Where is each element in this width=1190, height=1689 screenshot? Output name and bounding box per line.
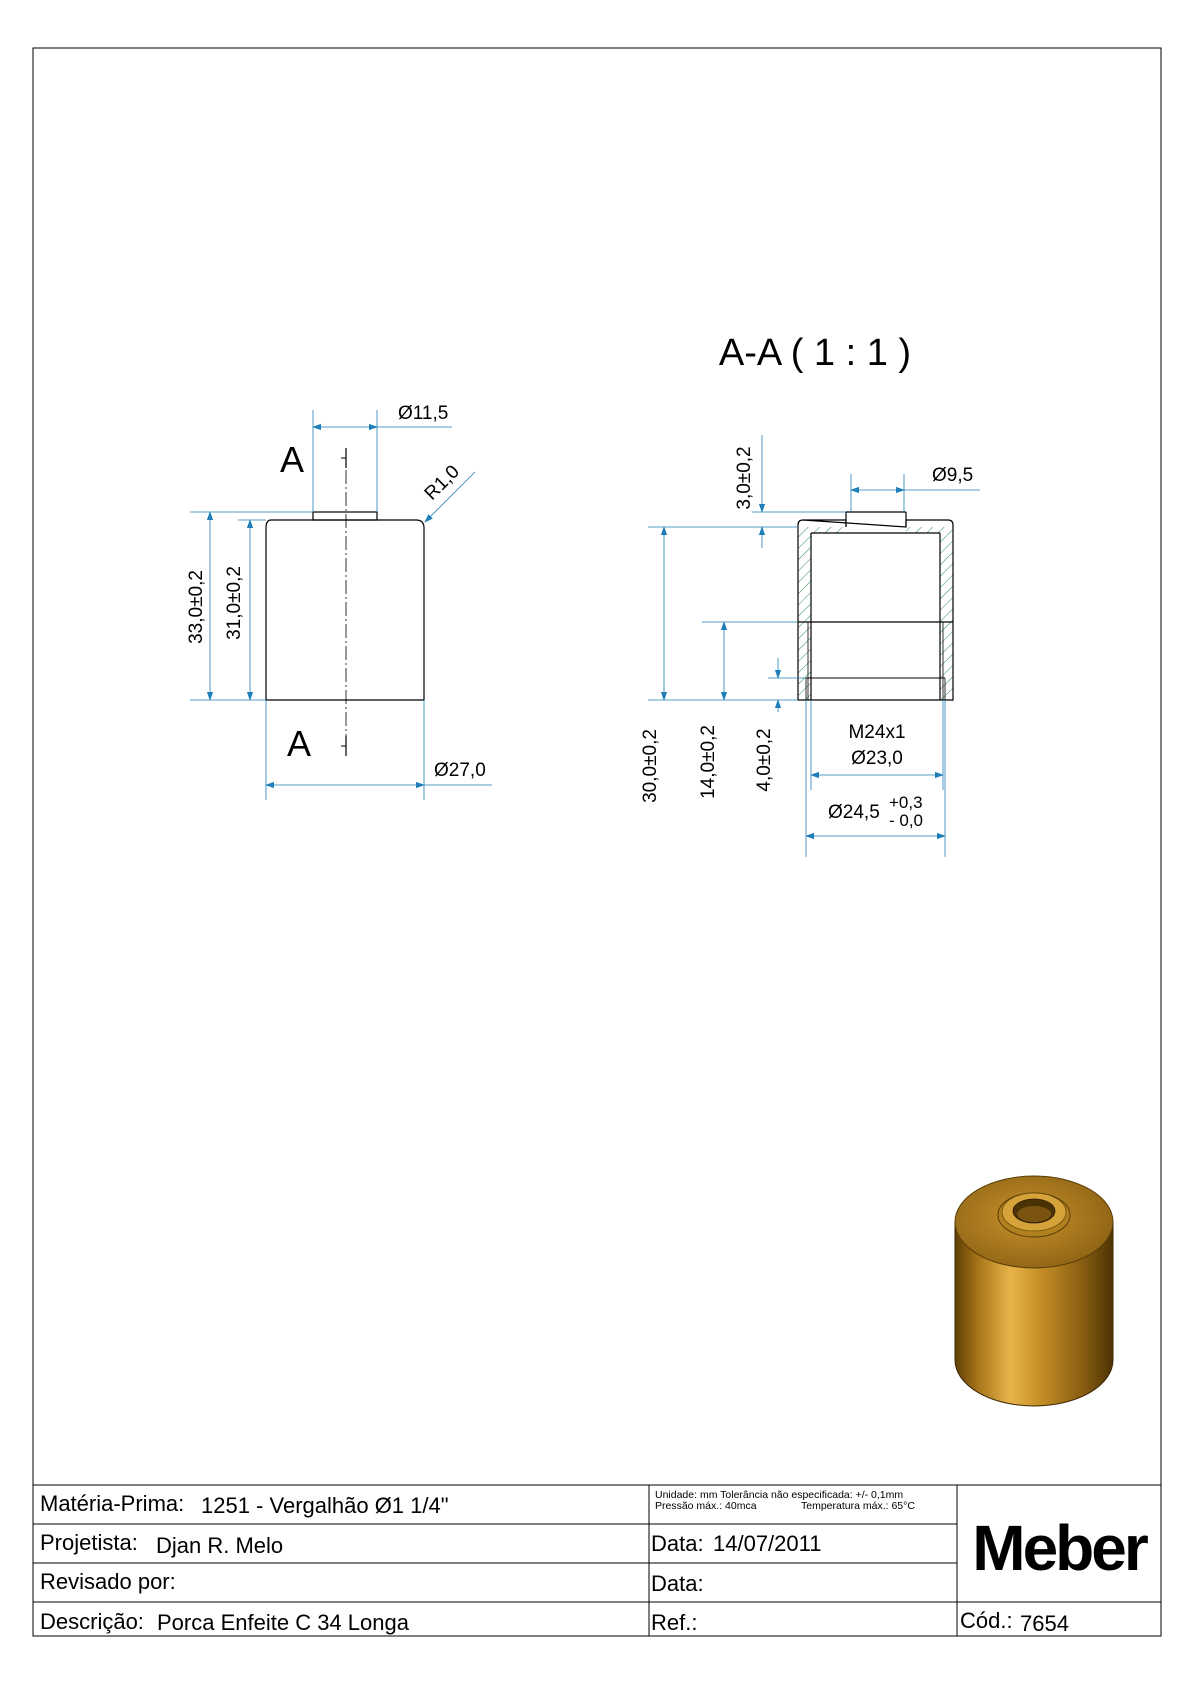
dim-thread xyxy=(811,700,943,790)
svg-text:Ø27,0: Ø27,0 xyxy=(434,760,486,781)
svg-text:4,0±0,2: 4,0±0,2 xyxy=(754,728,775,792)
notes-line2-a: Pressão máx.: 40mca xyxy=(655,1500,757,1512)
dim-thread-depth xyxy=(698,622,798,799)
svg-text:Ø9,5: Ø9,5 xyxy=(932,465,974,486)
svg-text:30,0±0,2: 30,0±0,2 xyxy=(640,729,661,803)
svg-text:- 0,0: - 0,0 xyxy=(889,811,924,830)
cod-label: Cód.: xyxy=(960,1608,1013,1633)
ref-label: Ref.: xyxy=(651,1610,698,1635)
descricao-value: Porca Enfeite C 34 Longa xyxy=(157,1610,409,1635)
notes-line2-b: Temperatura máx.: 65°C xyxy=(801,1500,915,1512)
notes-line1: Unidade: mm Tolerância não especificada: +/- 0,1mm xyxy=(655,1489,904,1501)
data2-label: Data: xyxy=(651,1571,704,1596)
descricao-label: Descrição: xyxy=(40,1609,144,1634)
projetista-value: Djan R. Melo xyxy=(156,1533,284,1558)
svg-text:R1,0: R1,0 xyxy=(420,461,464,505)
front-top-boss xyxy=(313,512,377,520)
dim-chamfer-depth xyxy=(754,658,806,792)
left-wall-hatch xyxy=(798,527,811,700)
data1-value: 14/07/2011 xyxy=(713,1531,822,1556)
svg-text:Ø11,5: Ø11,5 xyxy=(398,403,449,424)
cod-value: 7654 xyxy=(1020,1611,1069,1636)
svg-text:3,0±0,2: 3,0±0,2 xyxy=(734,446,755,510)
data1-label: Data: xyxy=(651,1531,704,1556)
front-view xyxy=(186,403,492,800)
front-body-outline xyxy=(266,520,424,700)
svg-text:31,0±0,2: 31,0±0,2 xyxy=(224,566,245,640)
svg-text:Ø23,0: Ø23,0 xyxy=(851,748,903,769)
section-view xyxy=(640,435,980,857)
dim-radius xyxy=(421,461,475,522)
materia-prima-label: Matéria-Prima: xyxy=(40,1491,185,1516)
section-title: A-A ( 1 : 1 ) xyxy=(718,332,912,374)
dim-height-body xyxy=(224,520,266,700)
projetista-label: Projetista: xyxy=(40,1530,138,1555)
section-letter-bottom: A xyxy=(286,723,312,764)
svg-text:+0,3: +0,3 xyxy=(889,793,923,812)
brass-nut-render xyxy=(955,1176,1113,1406)
materia-prima-value: 1251 - Vergalhão Ø1 1/4" xyxy=(201,1493,449,1518)
section-letter-top: A xyxy=(279,439,305,480)
right-wall-hatch xyxy=(940,527,953,700)
svg-text:33,0±0,2: 33,0±0,2 xyxy=(186,570,207,644)
revisado-label: Revisado por: xyxy=(40,1569,176,1594)
svg-text:Ø24,5: Ø24,5 xyxy=(828,802,880,823)
meber-logo: Meber xyxy=(972,1512,1146,1584)
svg-text:M24x1: M24x1 xyxy=(848,722,906,743)
svg-text:14,0±0,2: 14,0±0,2 xyxy=(698,725,719,799)
dim-hole-diameter xyxy=(851,465,980,512)
section-outline xyxy=(798,520,953,700)
dim-height-total xyxy=(186,512,313,700)
